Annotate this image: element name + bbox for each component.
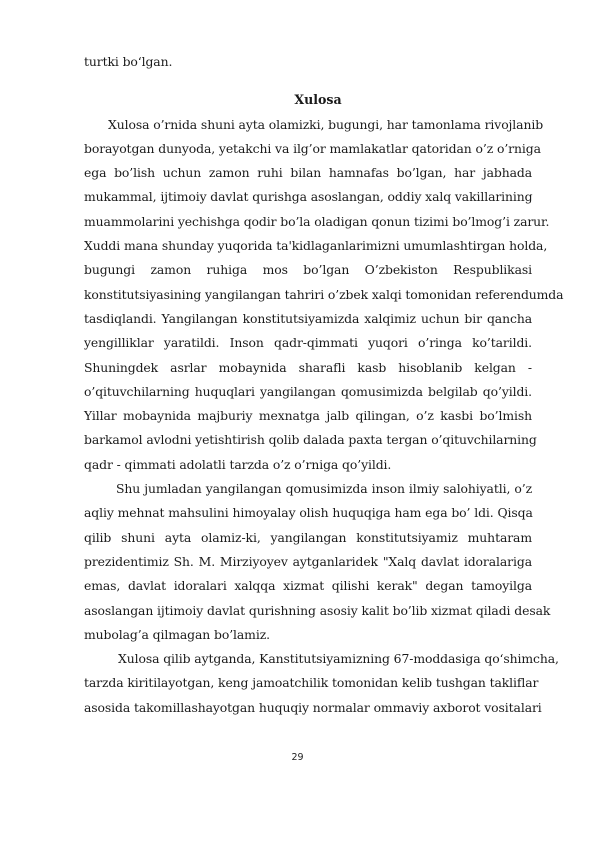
paragraph-line: muammolarini yechishga qodir bo’la oladigan qonun tizimi bo’lmog’i zarur. (84, 213, 550, 229)
paragraph-line: Yillar mobaynida majburiy mexnatga jalb qilingan, o’z kasbi bo’lmish (84, 408, 532, 424)
paragraph-line: asosida takomillashayotgan huquqiy normalar ommaviy axborot vositalari (84, 699, 542, 715)
paragraph-line: barkamol avlodni yetishtirish qolib dalada paxta tergan o’qituvchilarning (84, 432, 537, 448)
paragraph-line: mubolag’a qilmagan bo’lamiz. (84, 626, 270, 642)
paragraph-line: yengilliklar yaratildi. Inson qadr-qimmati yuqori o’ringa ko’tarildi. (84, 335, 532, 351)
paragraph-line: Xulosa o’rnida shuni ayta olamizki, bugungi, har tamonlama rivojlanib (108, 116, 544, 132)
paragraph-line: tarzda kiritilayotgan, keng jamoatchilik tomonidan kelib tushgan takliflar (84, 675, 539, 691)
paragraph-line: Shu jumladan yangilangan qomusimizda inson ilmiy salohiyatli, o’z (116, 481, 532, 497)
paragraph-line: konstitutsiyasining yangilangan tahriri o’zbek xalqi tomonidan referendumda (84, 286, 564, 302)
paragraph-line: emas, davlat idoralari xalqqa xizmat qilishi kerak" degan tamoyilga (84, 578, 532, 594)
paragraph-line: Shuningdek asrlar mobaynida sharafli kasb hisoblanib kelgan - (84, 359, 532, 375)
paragraph-line: aqliy mehnat mahsulini himoyalay olish huquqiga ham ega bo’ ldi. Qisqa (84, 505, 533, 521)
paragraph-line: qilib shuni ayta olamiz-ki, yangilangan konstitutsiyamiz muhtaram (84, 529, 532, 545)
paragraph-line: tasdiqlandi. Yangilangan konstitutsiyamizda xalqimiz uchun bir qancha (84, 310, 532, 326)
paragraph-line: Xulosa qilib aytganda, Kanstitutsiyamizning 67-moddasiga qo‘shimcha, (118, 651, 559, 667)
page-number: 29 (291, 752, 304, 763)
paragraph-conclusion-1 (84, 113, 564, 477)
paragraph-conclusion-3 (84, 647, 559, 720)
document-page (84, 50, 564, 720)
paragraph-conclusion-2 (84, 477, 551, 647)
paragraph-line: bugungi zamon ruhiga mos bo’lgan O’zbekiston Respublikasi (84, 262, 532, 278)
paragraph-line: qadr - qimmati adolatli tarzda o’z o’rniga qo’yildi. (84, 456, 392, 472)
paragraph-line: o’qituvchilarning huquqlari yangilangan qomusimizda belgilab qo’yildi. (84, 383, 532, 399)
paragraph-line: prezidentimiz Sh. M. Mirziyoyev aytganlaridek "Xalq davlat idoralariga (84, 553, 532, 569)
paragraph-line: borayotgan dunyoda, yetakchi va ilg’or mamlakatlar qatoridan o’z o’rniga (84, 140, 541, 156)
paragraph-line: asoslangan ijtimoiy davlat qurishning asosiy kalit bo’lib xizmat qiladi desak (84, 602, 551, 618)
intro-line: turtki bo‘lgan. (84, 54, 173, 69)
paragraph-line: ega bo’lish uchun zamon ruhi bilan hamnafas bo’lgan, har jabhada (84, 165, 532, 181)
paragraph-line: Xuddi mana shunday yuqorida ta'kidlaganlarimizni umumlashtirgan holda, (84, 238, 548, 254)
section-title: Xulosa (294, 92, 342, 108)
paragraph-line: mukammal, ijtimoiy davlat qurishga asoslangan, oddiy xalq vakillarining (84, 189, 533, 205)
